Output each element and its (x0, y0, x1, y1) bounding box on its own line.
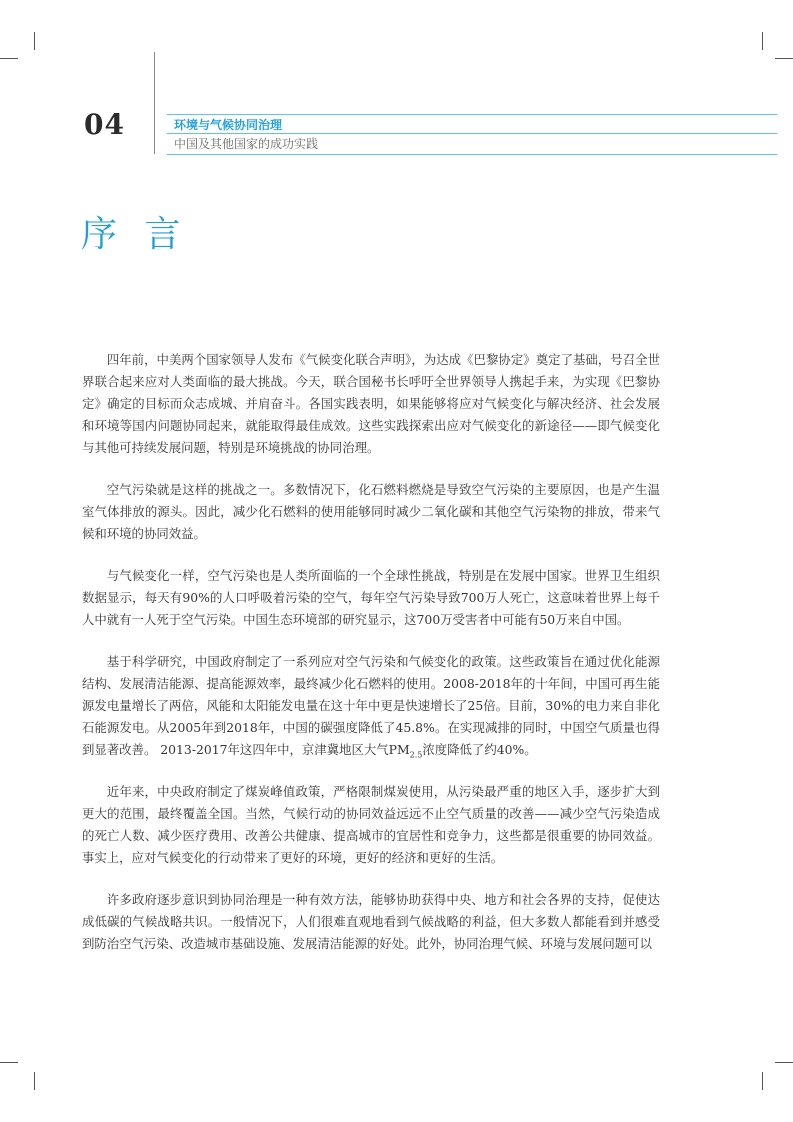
header-subtitle: 中国及其他国家的成功实践 (174, 137, 319, 151)
crop-mark (775, 1062, 793, 1063)
header-rule-bottom (167, 154, 777, 155)
paragraph: 四年前，中美两个国家领导人发布《气候变化联合声明》，为达成《巴黎协定》奠定了基础，号召全世界联合起来应对人类面临的最大挑战。今天，联合国秘书长呼吁全世界领导人携起手来，为实现《巴黎协定》确定的目标而众志成城、并肩奋斗。各国实践表明，如果能够将应对气候变化与解决经济、社会发展和环境等国内问题协同起来，就能取得最佳成效。这些实践探索出应对气候变化的新途径——即气候变化与其他可持续发展问题，特别是环境挑战的协同治理。 (82, 352, 660, 455)
paragraph: 与气候变化一样，空气污染也是人类所面临的一个全球性挑战，特别是在发展中国家。世界卫生组织数据显示，每天有90%的人口呼吸着污染的空气，每年空气污染导致700万人死亡，这意味着世界上每千人中就有一人死于空气污染。中国生态环境部的研究显示，这700万受害者中可能有50万来自中国。 (82, 568, 660, 627)
crop-mark (762, 32, 763, 50)
crop-mark (34, 32, 35, 50)
header-rule-middle (167, 133, 777, 134)
paragraph: 空气污染就是这样的挑战之一。多数情况下，化石燃料燃烧是导致空气污染的主要原因，也是产生温室气体排放的源头。因此，减少化石燃料的使用能够同时减少二氧化碳和其他空气污染物的排放，带来气候和环境的协同效益。 (82, 482, 660, 541)
crop-mark (762, 1072, 763, 1090)
section-title: 序 言 (81, 214, 189, 255)
paragraph: 许多政府逐步意识到协同治理是一种有效方法，能够协助获得中央、地方和社会各界的支持，促使达成低碳的气候战略共识。一般情况下，人们很难直观地看到气候战略的利益，但大多数人都能看到并感受到防治空气污染、改造城市基础设施、发展清洁能源的好处。此外，协同治理气候、环境与发展问题可以 (82, 892, 660, 951)
crop-mark (0, 58, 18, 59)
paragraph (82, 651, 660, 761)
crop-mark (34, 1072, 35, 1090)
paragraph: 近年来，中央政府制定了煤炭峰值政策，严格限制煤炭使用，从污染最严重的地区入手，逐步扩大到更大的范围，最终覆盖全国。当然，气候行动的协同效益远远不止空气质量的改善——减少空气污染造成的死亡人数、减少医疗费用、改善公共健康、提高城市的宜居性和竞争力，这些都是很重要的协同效益。事实上，应对气候变化的行动带来了更好的环境，更好的经济和更好的生活。 (82, 784, 660, 865)
header-rule-top (167, 114, 777, 115)
crop-mark (0, 1062, 18, 1063)
header-divider (154, 52, 155, 154)
header-title: 环境与气候协同治理 (174, 118, 283, 132)
paragraph-text: 基于科学研究，中国政府制定了一系列应对空气污染和气候变化的政策。这些政策旨在通过优化能源结构、发展清洁能源、提高能源效率，最终减少化石燃料的使用。2008-2018年的十年间，中国可再生能源发电量增长了两倍，风能和太阳能发电量在这十年中更是快速增长了25倍。目前，30%的电力来自非化石能源发电。从2005年到2018年，中国的碳强度降低了45.8%。在实现减排的同时，中国空气质量也得到显著改善。 2013-2017年这四年中，京津冀地区大气PM (82, 654, 660, 757)
pm-subscript: 2.5 (409, 750, 423, 760)
paragraph-text: 浓度降低了约40%。 (422, 742, 537, 757)
body-text (82, 349, 660, 955)
chapter-number: 04 (84, 108, 125, 141)
crop-mark (775, 58, 793, 59)
